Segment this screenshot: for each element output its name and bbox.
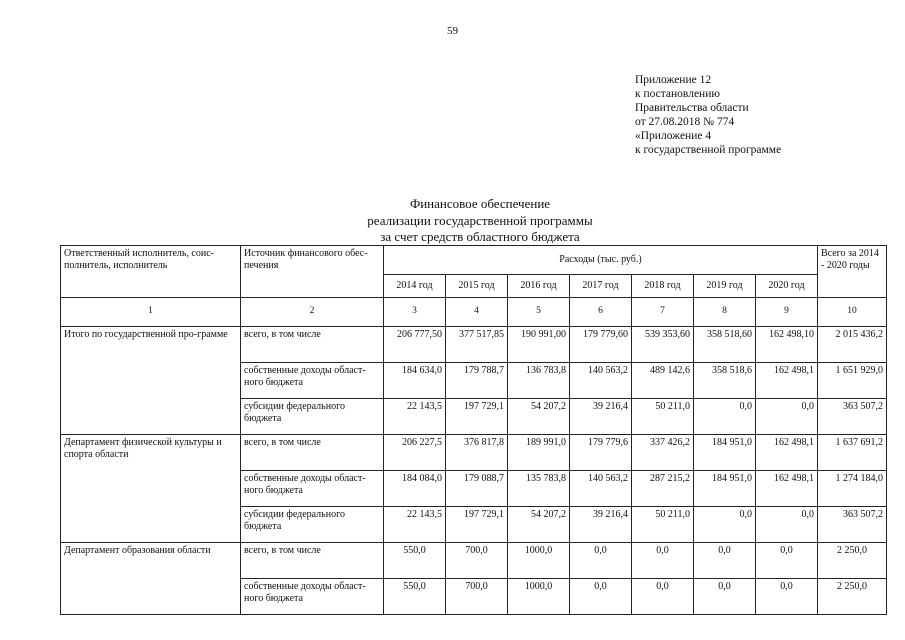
header-row xyxy=(61,246,887,275)
value-cell: 162 498,1 xyxy=(756,435,818,471)
value-cell: 162 498,1 xyxy=(756,471,818,507)
value-cell: 287 215,2 xyxy=(632,471,694,507)
total-cell: 2 250,0 xyxy=(818,579,887,615)
value-cell: 136 783,8 xyxy=(508,363,570,399)
value-cell: 0,0 xyxy=(570,579,632,615)
value-cell: 0,0 xyxy=(694,543,756,579)
value-cell: 377 517,85 xyxy=(446,327,508,363)
value-cell: 0,0 xyxy=(756,399,818,435)
value-cell: 206 227,5 xyxy=(384,435,446,471)
column-index: 2 xyxy=(241,298,384,327)
header-year: 2020 год xyxy=(756,275,818,298)
value-cell: 179 779,60 xyxy=(570,327,632,363)
value-cell: 197 729,1 xyxy=(446,399,508,435)
header-executor: Ответственный исполнитель, соис-полнитель, исполнитель xyxy=(61,246,241,298)
source-cell: всего, в том числе xyxy=(241,543,384,579)
title-line: реализации государственной программы xyxy=(367,212,593,228)
header-year: 2015 год xyxy=(446,275,508,298)
appendix-line: от 27.08.2018 № 774 xyxy=(635,116,735,128)
total-cell: 2 015 436,2 xyxy=(818,327,887,363)
value-cell: 539 353,60 xyxy=(632,327,694,363)
value-cell: 1000,0 xyxy=(508,543,570,579)
document-title xyxy=(0,196,905,246)
source-cell: собственные доходы област-ного бюджета xyxy=(241,363,384,399)
title-line: за счет средств областного бюджета xyxy=(380,229,580,244)
header-source: Источник финансового обес-печения xyxy=(241,246,384,298)
source-cell: субсидии федерального бюджета xyxy=(241,399,384,435)
total-cell: 1 637 691,2 xyxy=(818,435,887,471)
value-cell: 0,0 xyxy=(694,399,756,435)
page-number: 59 xyxy=(447,25,458,37)
value-cell: 54 207,2 xyxy=(508,507,570,543)
table-row xyxy=(61,327,887,363)
value-cell: 162 498,1 xyxy=(756,363,818,399)
column-index: 8 xyxy=(694,298,756,327)
value-cell: 189 991,0 xyxy=(508,435,570,471)
appendix-line: «Приложение 4 xyxy=(635,130,712,142)
header-year: 2016 год xyxy=(508,275,570,298)
column-index: 9 xyxy=(756,298,818,327)
column-index: 7 xyxy=(632,298,694,327)
header-year: 2017 год xyxy=(570,275,632,298)
value-cell: 39 216,4 xyxy=(570,507,632,543)
value-cell: 1000,0 xyxy=(508,579,570,615)
value-cell: 700,0 xyxy=(446,579,508,615)
header-expenses: Расходы (тыс. руб.) xyxy=(384,246,818,275)
column-index: 6 xyxy=(570,298,632,327)
value-cell: 0,0 xyxy=(694,507,756,543)
value-cell: 550,0 xyxy=(384,579,446,615)
source-cell: всего, в том числе xyxy=(241,327,384,363)
source-cell: собственные доходы област-ного бюджета xyxy=(241,471,384,507)
value-cell: 0,0 xyxy=(632,579,694,615)
financing-table xyxy=(60,245,887,615)
value-cell: 162 498,10 xyxy=(756,327,818,363)
column-index-row xyxy=(61,298,887,327)
appendix-line: к постановлению xyxy=(635,88,720,100)
column-index: 4 xyxy=(446,298,508,327)
value-cell: 376 817,8 xyxy=(446,435,508,471)
executor-cell: Департамент образования области xyxy=(61,543,241,615)
value-cell: 337 426,2 xyxy=(632,435,694,471)
value-cell: 0,0 xyxy=(570,543,632,579)
value-cell: 179 779,6 xyxy=(570,435,632,471)
header-year: 2018 год xyxy=(632,275,694,298)
source-cell: собственные доходы област-ного бюджета xyxy=(241,579,384,615)
value-cell: 184 634,0 xyxy=(384,363,446,399)
value-cell: 184 084,0 xyxy=(384,471,446,507)
header-year: 2014 год xyxy=(384,275,446,298)
value-cell: 140 563,2 xyxy=(570,471,632,507)
value-cell: 0,0 xyxy=(756,507,818,543)
title-line: Финансовое обеспечение xyxy=(409,196,551,211)
value-cell: 0,0 xyxy=(694,579,756,615)
column-index: 10 xyxy=(818,298,887,327)
value-cell: 489 142,6 xyxy=(632,363,694,399)
value-cell: 22 143,5 xyxy=(384,399,446,435)
table-row xyxy=(61,543,887,579)
header-year: 2019 год xyxy=(694,275,756,298)
value-cell: 700,0 xyxy=(446,543,508,579)
value-cell: 550,0 xyxy=(384,543,446,579)
appendix-block xyxy=(635,73,781,157)
header-total: Всего за 2014 - 2020 годы xyxy=(818,246,887,298)
value-cell: 39 216,4 xyxy=(570,399,632,435)
table-row xyxy=(61,435,887,471)
value-cell: 184 951,0 xyxy=(694,435,756,471)
total-cell: 363 507,2 xyxy=(818,507,887,543)
total-cell: 1 274 184,0 xyxy=(818,471,887,507)
column-index: 3 xyxy=(384,298,446,327)
value-cell: 190 991,00 xyxy=(508,327,570,363)
source-cell: всего, в том числе xyxy=(241,435,384,471)
value-cell: 184 951,0 xyxy=(694,471,756,507)
value-cell: 179 788,7 xyxy=(446,363,508,399)
executor-cell: Департамент физической культуры и спорта области xyxy=(61,435,241,543)
appendix-line: Приложение 12 xyxy=(635,74,712,86)
value-cell: 135 783,8 xyxy=(508,471,570,507)
value-cell: 22 143,5 xyxy=(384,507,446,543)
value-cell: 0,0 xyxy=(756,543,818,579)
value-cell: 54 207,2 xyxy=(508,399,570,435)
total-cell: 2 250,0 xyxy=(818,543,887,579)
value-cell: 358 518,60 xyxy=(694,327,756,363)
value-cell: 358 518,6 xyxy=(694,363,756,399)
value-cell: 206 777,50 xyxy=(384,327,446,363)
appendix-line: Правительства области xyxy=(635,102,749,114)
total-cell: 1 651 929,0 xyxy=(818,363,887,399)
column-index: 1 xyxy=(61,298,241,327)
source-cell: субсидии федерального бюджета xyxy=(241,507,384,543)
value-cell: 0,0 xyxy=(756,579,818,615)
executor-cell: Итого по государственной про-грамме xyxy=(61,327,241,435)
value-cell: 140 563,2 xyxy=(570,363,632,399)
value-cell: 50 211,0 xyxy=(632,507,694,543)
total-cell: 363 507,2 xyxy=(818,399,887,435)
value-cell: 197 729,1 xyxy=(446,507,508,543)
appendix-line: к государственной программе xyxy=(635,144,782,156)
column-index: 5 xyxy=(508,298,570,327)
value-cell: 179 088,7 xyxy=(446,471,508,507)
value-cell: 50 211,0 xyxy=(632,399,694,435)
value-cell: 0,0 xyxy=(632,543,694,579)
